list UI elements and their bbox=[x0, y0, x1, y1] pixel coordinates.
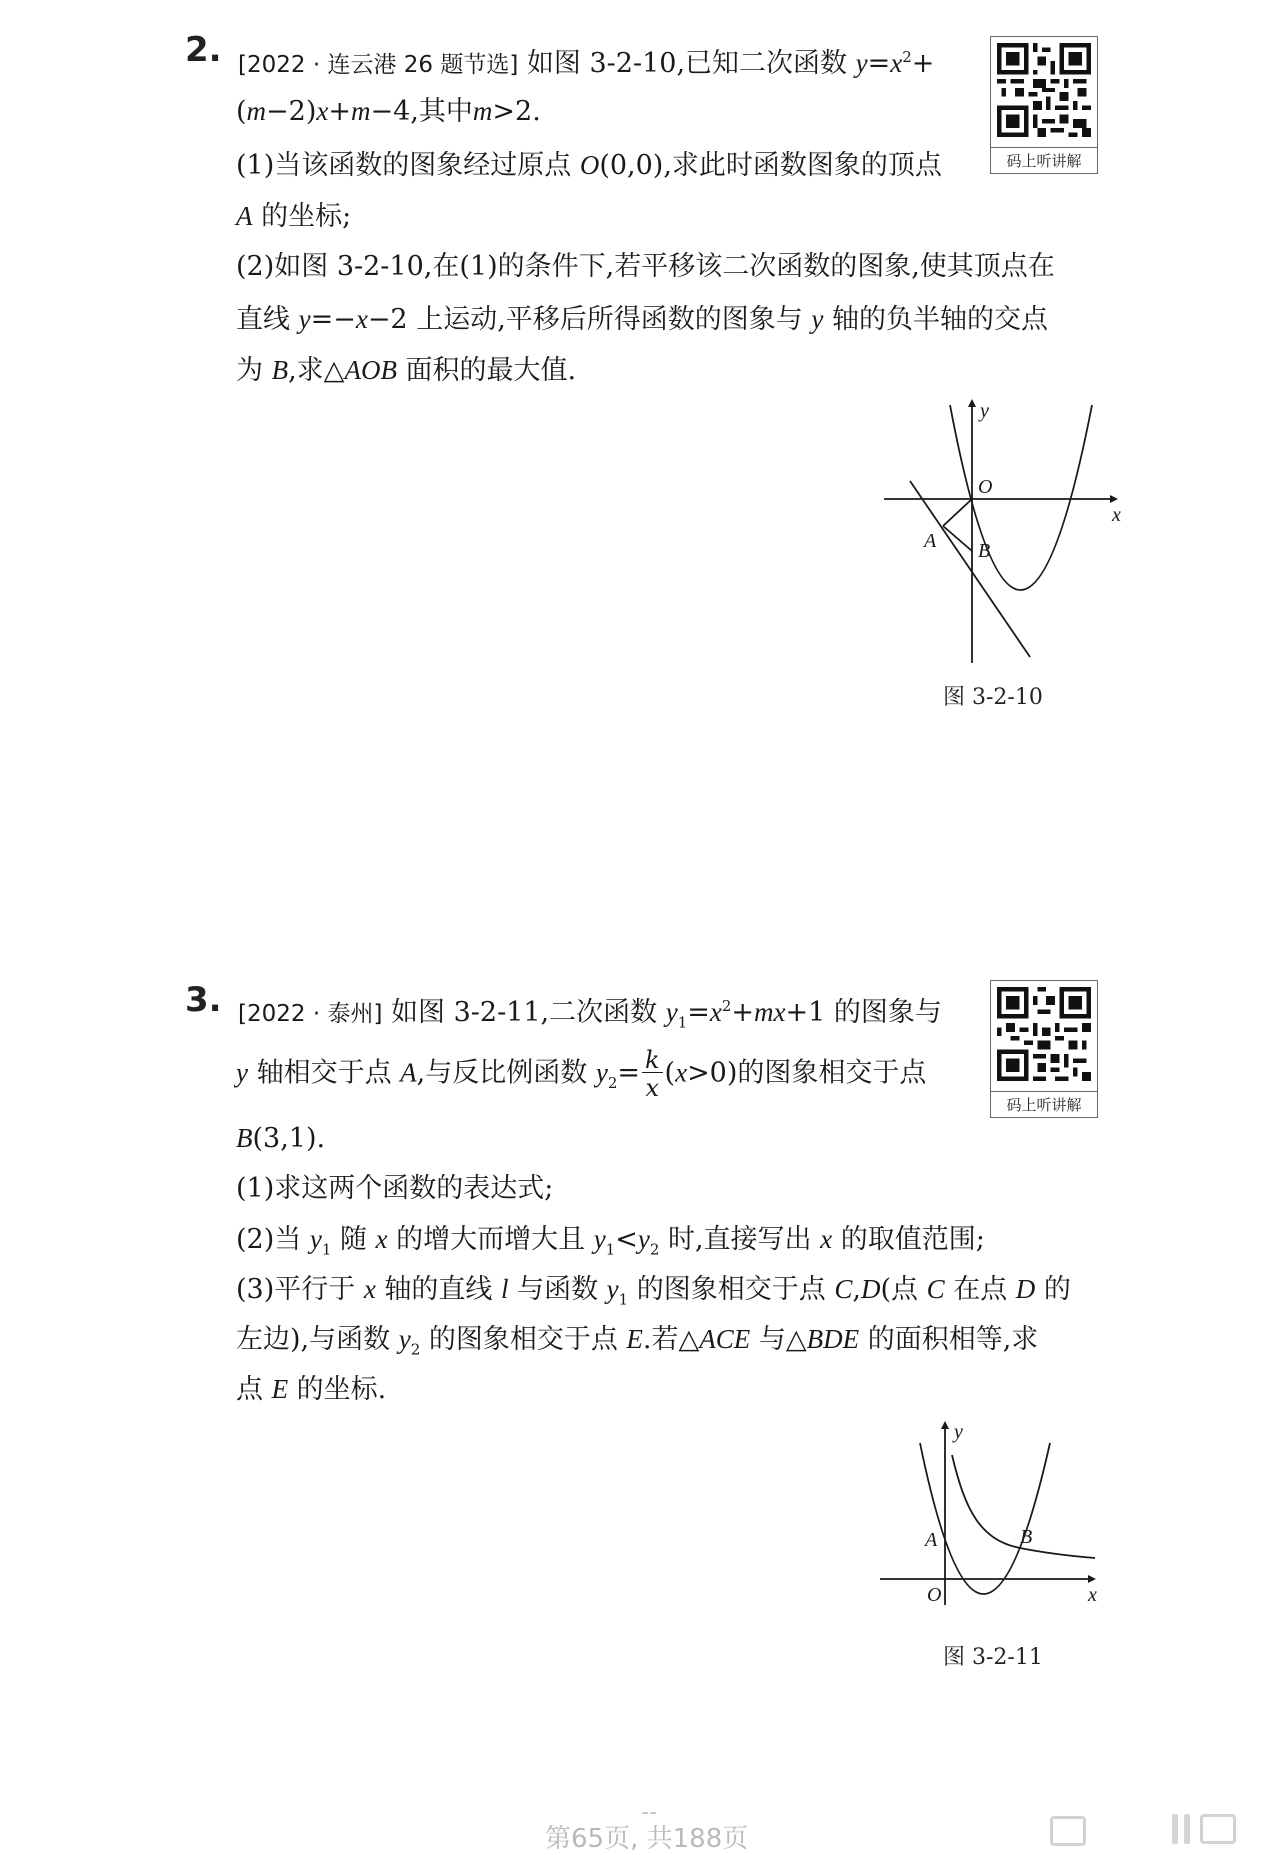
q3-number: 3. bbox=[185, 980, 222, 1020]
q3-part2: (2)当 $y_1$ 随 x 的增大而增大且 $y_1<y_2$ 时,直接写出 x 的取值范围; bbox=[236, 1224, 985, 1259]
viewer-fullscreen-button[interactable] bbox=[1200, 1814, 1236, 1844]
q2-label-o: O bbox=[978, 476, 993, 498]
q2-segment-ab bbox=[943, 526, 972, 551]
q2-label-y: y bbox=[980, 400, 989, 422]
q2-line-2: (m−2)x+m−4,其中m>2. bbox=[236, 96, 541, 127]
viewer-split-icon-left[interactable] bbox=[1172, 1814, 1178, 1844]
page-indicator: 第65页, 共188页 bbox=[545, 1824, 749, 1854]
q3-line-2: y 轴相交于点 A,与反比例函数 $y_2=$ $\frac{k}{x}$ (x>0)的图象相交于点 bbox=[236, 1046, 927, 1102]
q3-fraction-k-over-x: $\frac{k}{x}$ bbox=[642, 1048, 663, 1100]
q2-segment-ao bbox=[943, 499, 972, 526]
q2-part1-line-2: A 的坐标; bbox=[236, 201, 352, 232]
q3-label-y: y bbox=[954, 1421, 963, 1443]
q3-label-b: B bbox=[1020, 1526, 1033, 1548]
viewer-minimize-button[interactable] bbox=[1050, 1816, 1086, 1846]
q3-label-a: A bbox=[925, 1529, 938, 1551]
q2-label-b: B bbox=[978, 540, 991, 562]
q2-figure bbox=[870, 395, 1130, 675]
q2-label-x: x bbox=[1112, 504, 1121, 526]
q2-qr-code[interactable] bbox=[990, 36, 1098, 174]
q3-source: [2022 · 泰州] bbox=[238, 1001, 383, 1027]
q2-part2-line-2: 直线 y=−x−2 上运动,平移后所得函数的图象与 y 轴的负半轴的交点 bbox=[236, 304, 1048, 335]
q3-qr-code[interactable] bbox=[990, 980, 1098, 1118]
q3-part3-line-2: 左边),与函数 $y_2$ 的图象相交于点 E.若△ACE 与△BDE 的面积相等,求 bbox=[236, 1324, 1039, 1359]
q3-label-o: O bbox=[927, 1584, 942, 1606]
q3-label-x: x bbox=[1088, 1584, 1097, 1606]
q2-part1-line-1: (1)当该函数的图象经过原点 O(0,0),求此时函数图象的顶点 bbox=[236, 150, 942, 181]
q3-part3-line-3: 点 E 的坐标. bbox=[236, 1374, 387, 1405]
q2-line-1: [2022 · 连云港 26 题节选] 如图 3-2-10,已知二次函数 $y=x^2+$ bbox=[238, 48, 935, 79]
q2-y-axis-arrow bbox=[968, 399, 976, 407]
q3-qr-caption: 码上听讲解 bbox=[991, 1091, 1097, 1115]
q2-label-a: A bbox=[924, 530, 937, 552]
q2-x-axis-arrow bbox=[1110, 495, 1118, 503]
q3-y-axis-arrow bbox=[941, 1421, 949, 1429]
q3-figure bbox=[870, 1415, 1130, 1615]
q3-line-3: B(3,1). bbox=[236, 1123, 326, 1154]
q3-part1: (1)求这两个函数的表达式; bbox=[236, 1173, 554, 1204]
q2-part2-line-3: 为 B,求△AOB 面积的最大值. bbox=[236, 355, 577, 386]
viewer-split-icon-mid[interactable] bbox=[1184, 1814, 1190, 1844]
page-dash: -- bbox=[641, 1800, 657, 1825]
q3-part3-line-1: (3)平行于 x 轴的直线 l 与函数 $y_1$ 的图象相交于点 C,D(点 C 在点 D 的 bbox=[236, 1274, 1071, 1309]
q2-part2-line-1: (2)如图 3-2-10,在(1)的条件下,若平移该二次函数的图象,使其顶点在 bbox=[236, 251, 1055, 282]
q3-line-1: [2022 · 泰州] 如图 3-2-11,二次函数 $y_1=x^2+mx+1$ 的图象与 bbox=[238, 997, 942, 1032]
q3-parabola bbox=[920, 1443, 1050, 1594]
q2-qr-caption: 码上听讲解 bbox=[991, 147, 1097, 171]
q2-source: [2022 · 连云港 26 题节选] bbox=[238, 52, 519, 78]
qr-code-icon bbox=[997, 43, 1091, 137]
q2-figure-caption: 图 3-2-10 bbox=[943, 685, 1043, 710]
qr-code-icon bbox=[997, 987, 1091, 1081]
q3-x-axis-arrow bbox=[1088, 1575, 1096, 1583]
q3-figure-caption: 图 3-2-11 bbox=[943, 1645, 1043, 1670]
q2-number: 2. bbox=[185, 30, 222, 70]
q2-line-y-neg-x bbox=[910, 481, 1030, 657]
